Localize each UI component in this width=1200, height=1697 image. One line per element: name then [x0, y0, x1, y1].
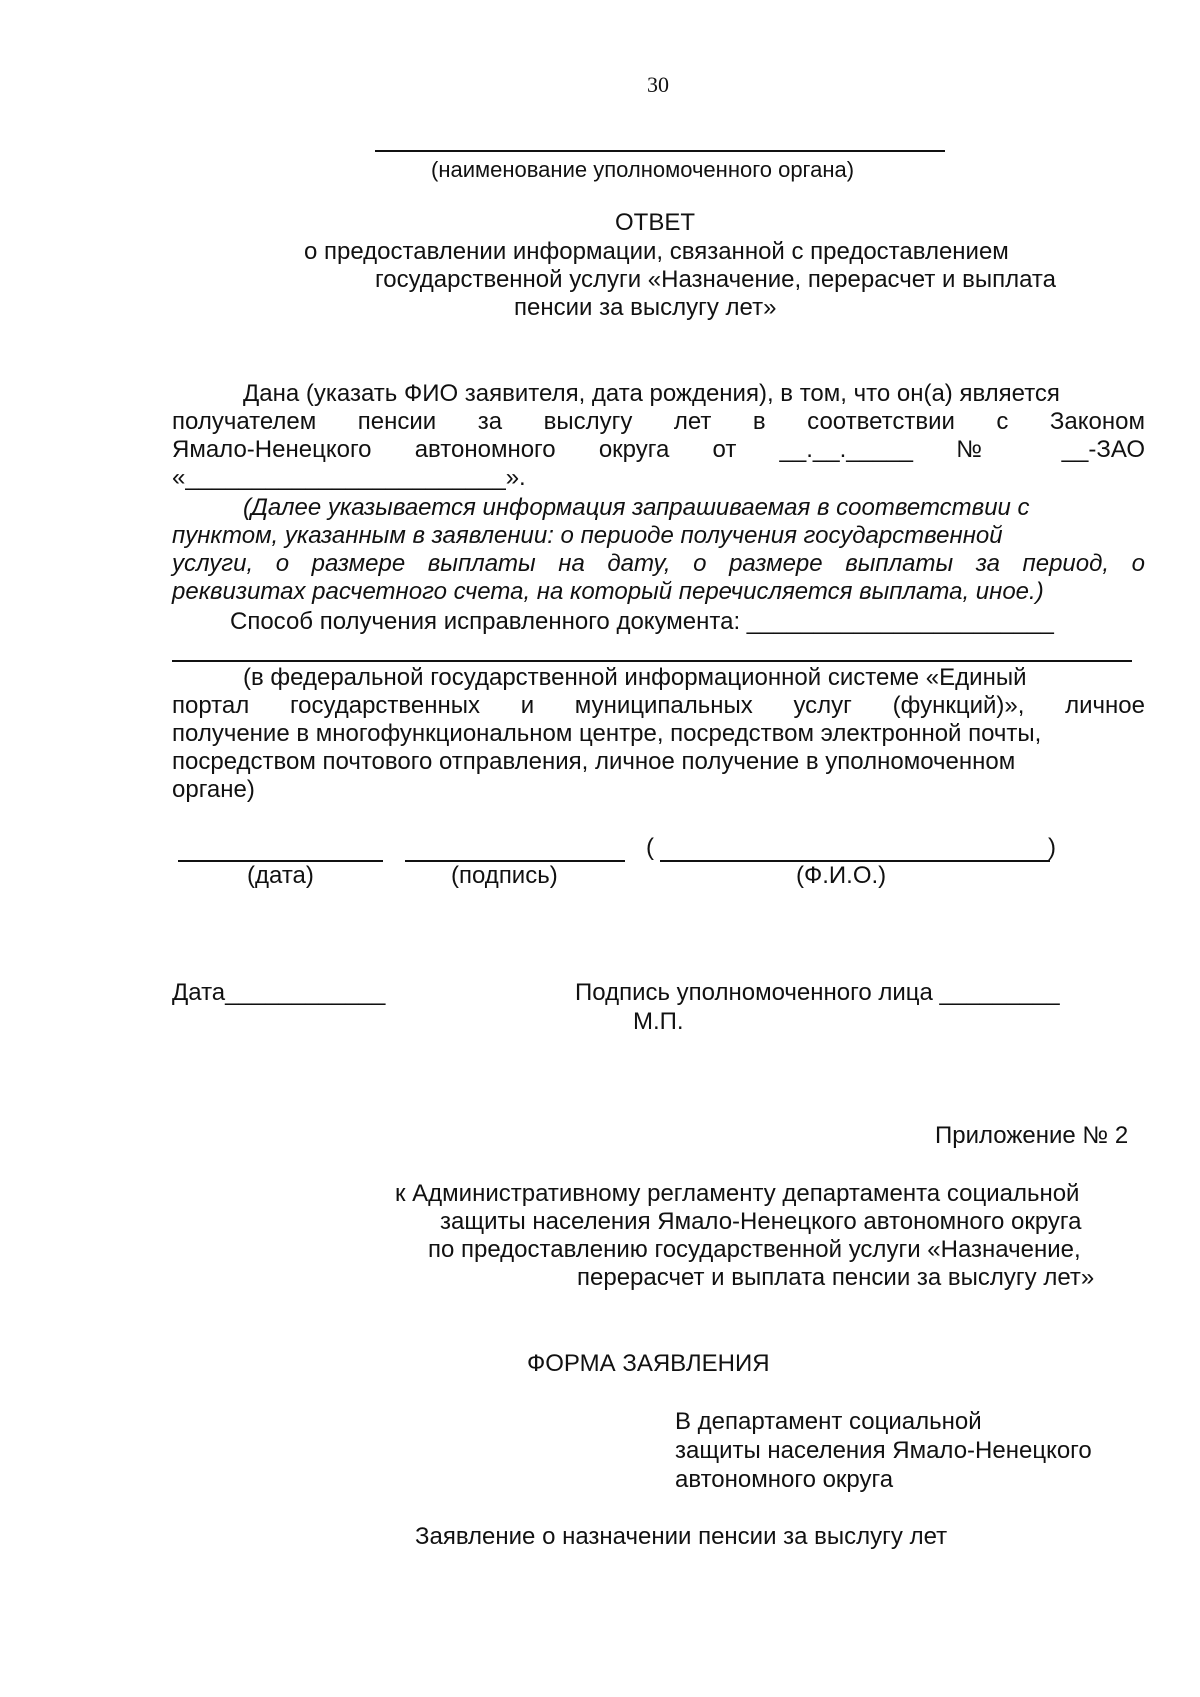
answer-title: ОТВЕТ	[615, 209, 696, 236]
appendix-ref-line-2: защиты населения Ямало-Ненецкого автономного округа	[440, 1208, 1082, 1235]
para2-line-3: услуги, о размере выплаты на дату, о размере выплаты за период, о	[172, 550, 1145, 577]
fio-caption: (Ф.И.О.)	[796, 862, 887, 889]
para2-line-2: пунктом, указанным в заявлении: о периоде получения государственной	[172, 522, 1003, 549]
authority-name-line	[375, 150, 945, 152]
signature-caption: (подпись)	[451, 862, 558, 889]
para2-line-4: реквизитах расчетного счета, на который перечисляется выплата, иное.)	[172, 578, 1044, 605]
para1-line-4: «________________________».	[172, 464, 526, 491]
addressee-line-1: В департамент социальной	[675, 1408, 982, 1435]
addressee-line-2: защиты населения Ямало-Ненецкого	[675, 1437, 1092, 1464]
appendix-ref-line-3: по предоставлению государственной услуги «Назначение,	[428, 1236, 1081, 1263]
addressee-line-3: автономного округа	[675, 1466, 894, 1493]
authority-caption: (наименование уполномоченного органа)	[431, 157, 855, 182]
page-number: 30	[647, 72, 669, 97]
appendix-number: Приложение № 2	[935, 1122, 1129, 1149]
para3-line-2: портал государственных и муниципальных услуг (функций)», личное	[172, 692, 1145, 719]
para3-line-1: (в федеральной государственной информационной системе «Единый	[243, 664, 1027, 691]
para3-line-5: органе)	[172, 776, 255, 803]
date-caption: (дата)	[247, 862, 314, 889]
method-fill-line	[172, 660, 1132, 662]
appendix-ref-line-1: к Административному регламенту департамента социальной	[395, 1180, 1080, 1207]
answer-subtitle-line-1: о предоставлении информации, связанной с предоставлением	[304, 238, 1009, 265]
appendix-ref-line-4: перерасчет и выплата пенсии за выслугу лет»	[577, 1264, 1095, 1291]
stamp-label: М.П.	[633, 1008, 684, 1035]
para1-line-3: Ямало-Ненецкого автономного округа от __.__._____ № __-ЗАО	[172, 436, 1145, 463]
para1-line-2: получателем пенсии за выслугу лет в соответствии с Законом	[172, 408, 1145, 435]
para2-line-1: (Далее указывается информация запрашиваемая в соответствии с	[243, 494, 1030, 521]
official-signature-label: Подпись уполномоченного лица _________	[575, 979, 1060, 1006]
method-label: Способ получения исправленного документа: _______________________	[230, 608, 1054, 635]
fio-open-paren: (	[646, 834, 654, 861]
statement-title: Заявление о назначении пенсии за выслугу лет	[415, 1523, 948, 1550]
para1-line-1: Дана (указать ФИО заявителя, дата рождения), в том, что он(а) является	[243, 380, 1060, 407]
para3-line-4: посредством почтового отправления, личное получение в уполномоченном	[172, 748, 1016, 775]
footer-date-label: Дата____________	[172, 979, 386, 1006]
para3-line-3: получение в многофункциональном центре, посредством электронной почты,	[172, 720, 1042, 747]
answer-subtitle-line-3: пенсии за выслугу лет»	[514, 294, 777, 321]
fio-close-paren: )	[1048, 834, 1056, 861]
form-title: ФОРМА ЗАЯВЛЕНИЯ	[527, 1350, 770, 1377]
answer-subtitle-line-2: государственной услуги «Назначение, перерасчет и выплата	[375, 266, 1056, 293]
